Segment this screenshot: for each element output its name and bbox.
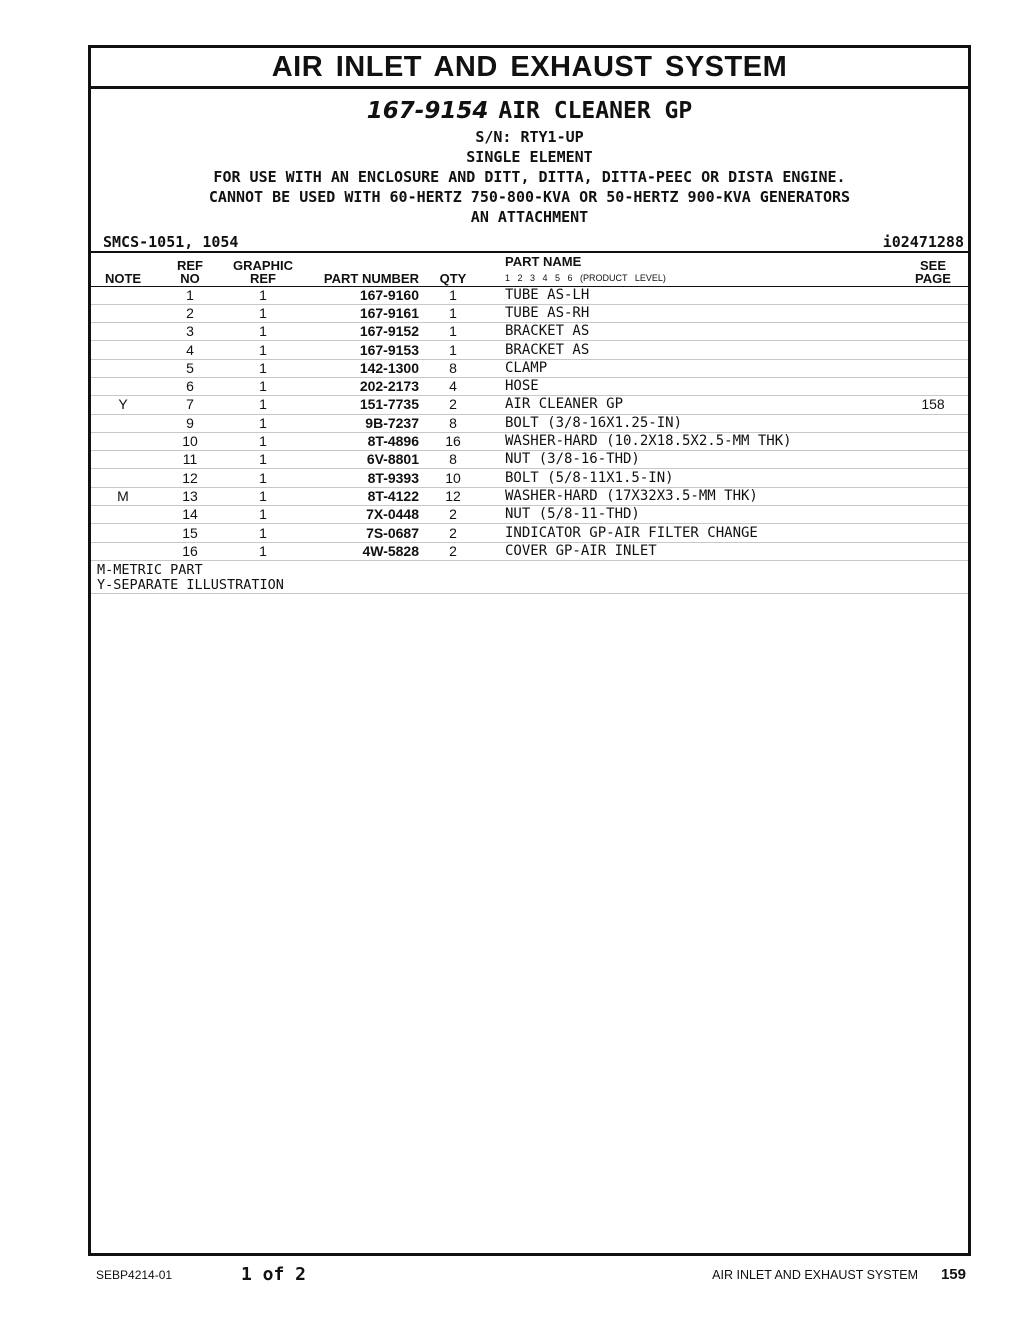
graphic-ref-cell: 1 [225, 542, 301, 560]
see-page-cell [898, 524, 968, 542]
table-row [91, 304, 968, 322]
col-qty: QTY [423, 252, 483, 286]
table-row [91, 414, 968, 432]
table-header [91, 252, 968, 286]
note-cell [91, 286, 155, 304]
legend-item: M-METRIC PART [97, 561, 203, 578]
legend-row [91, 560, 968, 594]
table-row [91, 396, 968, 414]
document-id: SEBP4214-01 [96, 1268, 173, 1282]
note-cell [91, 359, 155, 377]
part-name-cell: TUBE AS-LH [483, 286, 898, 304]
part-name-cell: TUBE AS-RH [483, 304, 898, 322]
ref-no-cell: 6 [155, 377, 225, 395]
note-cell [91, 304, 155, 322]
see-page-cell [898, 304, 968, 322]
graphic-ref-cell: 1 [225, 396, 301, 414]
part-name-cell: HOSE [483, 377, 898, 395]
note-cell: Y [91, 396, 155, 414]
graphic-ref-cell: 1 [225, 323, 301, 341]
see-page-cell [898, 469, 968, 487]
qty-cell: 16 [423, 432, 483, 450]
graphic-ref-cell: 1 [225, 286, 301, 304]
part-number-cell: 167-9153 [301, 341, 423, 359]
qty-cell: 1 [423, 304, 483, 322]
qty-cell: 2 [423, 542, 483, 560]
page-number: 159 [940, 1266, 966, 1283]
part-name-cell: COVER GP-AIR INLET [483, 542, 898, 560]
ref-no-cell: 12 [155, 469, 225, 487]
part-number-cell: 7S-0687 [301, 524, 423, 542]
illustration-id: i02471288 [882, 233, 964, 251]
ref-no-cell: 4 [155, 341, 225, 359]
graphic-ref-cell: 1 [225, 341, 301, 359]
note-cell [91, 323, 155, 341]
part-number-cell: 6V-8801 [301, 451, 423, 469]
table-row [91, 286, 968, 304]
qty-cell: 8 [423, 414, 483, 432]
qty-cell: 12 [423, 487, 483, 505]
description-line: AN ATTACHMENT [470, 208, 589, 226]
part-number-cell: 7X-0448 [301, 506, 423, 524]
note-cell [91, 414, 155, 432]
graphic-ref-cell: 1 [225, 359, 301, 377]
part-name-cell: AIR CLEANER GP [483, 396, 898, 414]
part-name-cell: WASHER-HARD (17X32X3.5-MM THK) [483, 487, 898, 505]
part-number-cell: 167-9152 [301, 323, 423, 341]
graphic-ref-cell: 1 [225, 487, 301, 505]
note-cell [91, 432, 155, 450]
note-cell [91, 506, 155, 524]
product-level: 1 2 3 4 5 6 (PRODUCT LEVEL) [505, 272, 666, 283]
col-part-name: PART NAME 1 2 3 4 5 6 (PRODUCT LEVEL) [483, 252, 898, 286]
qty-cell: 2 [423, 396, 483, 414]
table-row [91, 451, 968, 469]
qty-cell: 1 [423, 286, 483, 304]
qty-cell: 4 [423, 377, 483, 395]
part-name-cell: BOLT (5/8-11X1.5-IN) [483, 469, 898, 487]
table-row [91, 359, 968, 377]
see-page-cell [898, 286, 968, 304]
see-page-cell [898, 377, 968, 395]
description-line: FOR USE WITH AN ENCLOSURE AND DITT, DITTA, DITTA-PEEC OR DISTA ENGINE. [213, 168, 846, 186]
note-cell [91, 469, 155, 487]
qty-cell: 2 [423, 506, 483, 524]
footer-system-title: AIR INLET AND EXHAUST SYSTEM [712, 1268, 918, 1282]
qty-cell: 2 [423, 524, 483, 542]
note-cell: M [91, 487, 155, 505]
graphic-ref-cell: 1 [225, 506, 301, 524]
table-row [91, 542, 968, 560]
ref-no-cell: 9 [155, 414, 225, 432]
page-footer [0, 1264, 1020, 1288]
ref-no-cell: 10 [155, 432, 225, 450]
note-cell [91, 451, 155, 469]
part-name-cell: NUT (5/8-11-THD) [483, 506, 898, 524]
graphic-ref-cell: 1 [225, 469, 301, 487]
table-row [91, 469, 968, 487]
description-line: CANNOT BE USED WITH 60-HERTZ 750-800-KVA OR 50-HERTZ 900-KVA GENERATORS [208, 188, 851, 206]
group-name: AIR CLEANER GP [498, 98, 693, 124]
table-row [91, 377, 968, 395]
graphic-ref-cell: 1 [225, 524, 301, 542]
col-note: NOTE [91, 252, 155, 286]
see-page-cell: 158 [898, 396, 968, 414]
see-page-cell [898, 323, 968, 341]
col-graphic-ref: GRAPHIC REF [225, 252, 301, 286]
ref-no-cell: 13 [155, 487, 225, 505]
qty-cell: 10 [423, 469, 483, 487]
graphic-ref-cell: 1 [225, 432, 301, 450]
ref-no-cell: 16 [155, 542, 225, 560]
part-number-cell: 167-9160 [301, 286, 423, 304]
part-number-cell: 167-9161 [301, 304, 423, 322]
see-page-cell [898, 506, 968, 524]
part-number-cell: 142-1300 [301, 359, 423, 377]
parts-page-frame [88, 45, 971, 1256]
table-row [91, 506, 968, 524]
see-page-cell [898, 432, 968, 450]
table-row [91, 487, 968, 505]
part-number-cell: 9B-7237 [301, 414, 423, 432]
page-of: 1 of 2 [241, 1264, 307, 1285]
table-row [91, 323, 968, 341]
note-cell [91, 524, 155, 542]
part-name-cell: NUT (3/8-16-THD) [483, 451, 898, 469]
ref-no-cell: 14 [155, 506, 225, 524]
graphic-ref-cell: 1 [225, 451, 301, 469]
group-part-number: 167-9154 [366, 98, 489, 124]
graphic-ref-cell: 1 [225, 377, 301, 395]
legend [91, 561, 968, 594]
see-page-cell [898, 359, 968, 377]
graphic-ref-cell: 1 [225, 304, 301, 322]
table-row [91, 524, 968, 542]
ref-no-cell: 1 [155, 286, 225, 304]
see-page-cell [898, 341, 968, 359]
part-number-cell: 8T-4122 [301, 487, 423, 505]
ref-no-cell: 7 [155, 396, 225, 414]
qty-cell: 1 [423, 341, 483, 359]
table-row [91, 432, 968, 450]
legend-item: Y-SEPARATE ILLUSTRATION [97, 576, 284, 593]
smcs-code: SMCS-1051, 1054 [103, 233, 239, 251]
see-page-cell [898, 414, 968, 432]
qty-cell: 8 [423, 451, 483, 469]
part-number-cell: 8T-4896 [301, 432, 423, 450]
section-title: AIR INLET AND EXHAUST SYSTEM [91, 48, 968, 89]
group-header [91, 97, 968, 227]
col-see-page: SEE PAGE [898, 252, 968, 286]
see-page-cell [898, 487, 968, 505]
qty-cell: 8 [423, 359, 483, 377]
note-cell [91, 542, 155, 560]
ref-no-cell: 3 [155, 323, 225, 341]
ref-no-cell: 2 [155, 304, 225, 322]
ref-no-cell: 5 [155, 359, 225, 377]
qty-cell: 1 [423, 323, 483, 341]
ref-no-cell: 15 [155, 524, 225, 542]
part-name-cell: BRACKET AS [483, 323, 898, 341]
parts-table [91, 251, 968, 594]
table-row [91, 341, 968, 359]
col-ref-no: REF NO [155, 252, 225, 286]
part-name-cell: BRACKET AS [483, 341, 898, 359]
part-name-cell: CLAMP [483, 359, 898, 377]
group-title [91, 97, 968, 125]
part-number-cell: 4W-5828 [301, 542, 423, 560]
see-page-cell [898, 542, 968, 560]
see-page-cell [898, 451, 968, 469]
parts-table-body [91, 286, 968, 594]
col-part-number: PART NUMBER [301, 252, 423, 286]
part-number-cell: 151-7735 [301, 396, 423, 414]
serial-number: S/N: RTY1-UP [475, 128, 584, 146]
part-number-cell: 202-2173 [301, 377, 423, 395]
part-name-cell: INDICATOR GP-AIR FILTER CHANGE [483, 524, 898, 542]
note-cell [91, 377, 155, 395]
note-cell [91, 341, 155, 359]
part-name-cell: WASHER-HARD (10.2X18.5X2.5-MM THK) [483, 432, 898, 450]
part-name-cell: BOLT (3/8-16X1.25-IN) [483, 414, 898, 432]
description-line: SINGLE ELEMENT [466, 148, 593, 166]
graphic-ref-cell: 1 [225, 414, 301, 432]
part-number-cell: 8T-9393 [301, 469, 423, 487]
ref-no-cell: 11 [155, 451, 225, 469]
